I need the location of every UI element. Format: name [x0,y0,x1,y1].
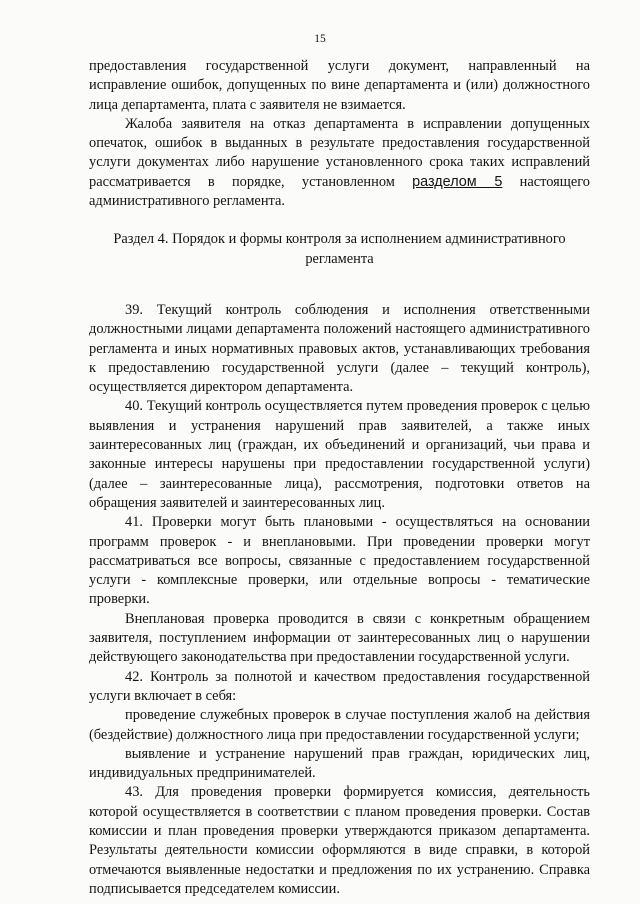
paragraph-41: 41. Проверки могут быть плановыми - осуществляться на основании программ проверок - и внеплановыми. При проведении проверки могут рассматриваться все вопросы, связанные с предоставлением государственной услуги - комплексные проверки, или отдельные вопросы - тематические проверки. [89,514,590,608]
document-body [89,57,590,899]
paragraph-complaint [89,115,590,211]
paragraph-43: 43. Для проведения проверки формируется комиссия, деятельность которой осуществляется в соответствии с планом проведения проверки. Состав комиссии и план проведения проверки утверждаются приказом департамента. Результаты деятельности комиссии оформляются в виде справки, в которой отмечаются выявленные недостатки и предложения по их устранению. Справка подписывается председателем комиссии. [89,784,590,897]
section-5-link[interactable]: разделом 5 [412,173,503,190]
paragraph-40: 40. Текущий контроль осуществляется путем проведения проверок с целью выявления и устранения нарушений прав заявителей, а также иных заинтересованных лиц (граждан, их объединений и организаций, чьи права и законные интересы нарушены при предоставлении государственной услуги) (далее – заинтересованные лица), рассмотрения, подготовки ответов на обращения заявителей и заинтересованных лиц. [89,398,590,511]
paragraph-42: 42. Контроль за полнотой и качеством предоставления государственной услуги включает в себя: [89,668,590,704]
paragraph-42-item-2: выявление и устранение нарушений прав граждан, юридических лиц, индивидуальных предпринимателей. [89,745,590,782]
section-4-heading: Раздел 4. Порядок и формы контроля за исполнением административного регламента [113,231,566,267]
page-number: 15 [314,33,326,45]
paragraph-continuation: предоставления государственной услуги документ, направленный на исправление ошибок, допущенных по вине департамента и (или) должностного лица департамента, плата с заявителя не взимается. [89,58,590,113]
paragraph-41-unscheduled: Внеплановая проверка проводится в связи с конкретным обращением заявителя, поступлением информации от заинтересованных лиц о нарушении действующего законодательства при предоставлении государственной услуги. [89,610,590,666]
paragraph-39: 39. Текущий контроль соблюдения и исполнения ответственными должностными лицами департамента положений настоящего административного регламента и иных нормативных правовых актов, устанавливающих требования к предоставлению государственной услуги (далее – текущий контроль), осуществляется директором департамента. [89,301,590,396]
complaint-text-end: настоящего административного регламента. [89,173,590,210]
complaint-text-start: Жалоба заявителя на отказ департамента в исправлении допущенных опечаток, ошибок в выданных в результате предоставления государственной услуги документах либо нарушение установленного срока таких исправлений рассматривается в порядке, установленном [89,115,590,190]
paragraph-42-item-1: проведение служебных проверок в случае поступления жалоб на действия (бездействие) должностного лица при предоставлении государственной услуги; [89,707,590,743]
